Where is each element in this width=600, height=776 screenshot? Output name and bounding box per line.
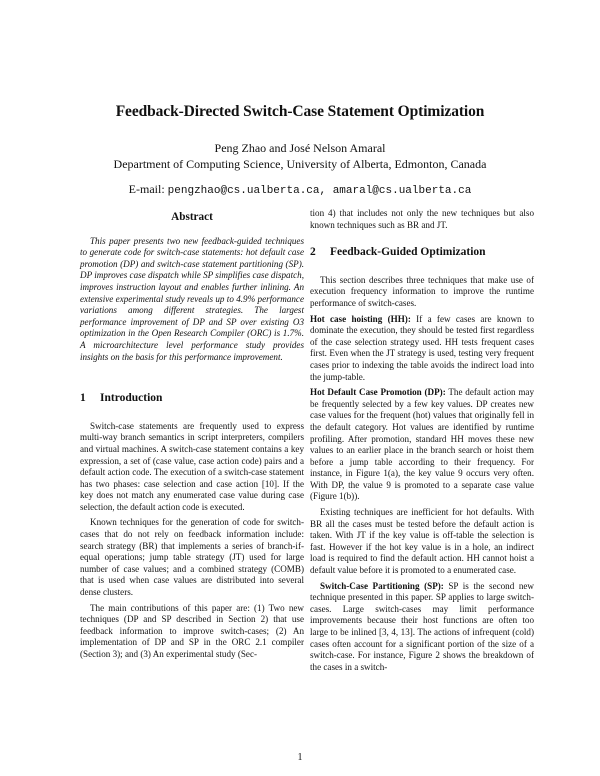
hh-paragraph [310,314,534,384]
paper-title: Feedback-Directed Switch-Case Statement Optimization [115,103,485,120]
hh-text: If a few cases are known to dominate the execution, they should be tested first regardless of the case selection strategy used. HH tests frequent cases first. Even when the JT strategy is used, testing very frequent cases prior to indexing the table avoids the indirect load into the jump-table. [310,313,534,382]
section-2-intro: This section describes three techniques that make use of execution frequency information to improve the runtime performance of switch-cases. [310,274,534,308]
email-addresses: pengzhao@cs.ualberta.ca, amaral@cs.ualberta.ca [167,185,472,197]
abstract-heading: Abstract [171,211,213,223]
intro-paragraph-3: The main contributions of this paper are: (1) Two new techniques (DP and SP described in Section 2) that use feedback information to improve switch-cases; (2) An implementation of DP and SP in the ORC 2.1 compiler (Section 3); and (3) An experimental study (Sec- [80,602,304,659]
section-1-number: 1 [80,392,86,405]
intro-paragraph-1: Switch-case statements are frequently used to express multi-way branch semantics in script interpreters, compilers and virtual machines. A switch-case statement contains a key expression, a set of (case value, case action code) pairs and a default action code. The execution of a switch-case statement has two phases: case selection and case action [10]. If the key does not match any enumerated case value during case selection, the default action code is executed. [80,420,304,512]
paper-authors: Peng Zhao and José Nelson Amaral [214,141,386,155]
abstract-text: This paper presents two new feedback-guided techniques to generate code for switch-case statements: hot default case promotion (DP) and switch-case statement partitioning (SP). DP improves case dispatch while SP simplifies case dispatch, improves instruction layout and enables further inlining. An extensive experimental study reveals up to 4.9% performance variations among different strategies. The largest performance improvement of DP and SP over existing O3 optimization in the Open Research Compiler (ORC) is 1.7%. A microarchitecture level performance study provides insights on the basis for this performance improvement. [80,235,304,362]
sp-paragraph [310,581,534,674]
dp-text: The default action may be frequently selected by a few key values. DP creates new case values for the frequent (hot) values that originally fell in the default category. Hot values are identified by runtime profiling. After promotion, standard HH moves these new values to an earlier place in the branch search or hoist them before a jump table according to their frequency. For instance, in Figure 1(a), the key value 9 occurs very often. With DP, the value 9 is promoted to a separate case value (Figure 1(b)). [310,387,534,502]
page-number: 1 [297,752,303,763]
hh-label: Hot case hoisting (HH): [310,313,411,324]
email-label: E-mail: [128,182,165,196]
dp-paragraph [310,387,534,503]
right-column [310,208,534,677]
intro-paragraph-2: Known techniques for the generation of code for switch-cases that do not rely on feedback information include: search strategy (BR) that implements a series of branch-if-equal operations; jump table strategy (JT) used for large number of case values; and a combined strategy (COMB) that is used when case values are distributed into several dense clusters. [80,517,304,598]
section-1-heading [80,393,304,405]
sp-label: Switch-Case Partitioning (SP): [320,580,444,591]
dp-paragraph-2: Existing techniques are inefficient for hot defaults. With BR all the cases must be tested before the default action is taken. With JT if the key value is off-table the selection is fast. However if the hot key value is in a hole, an indirect load is required to find the default action. HH cannot hoist a default value before it is promoted to a enumerated case. [310,507,534,576]
paper-affiliation: Department of Computing Science, University of Alberta, Edmonton, Canada [113,157,487,171]
section-2-title: Feedback-Guided Optimization [330,246,486,259]
dp-label: Hot Default Case Promotion (DP): [310,387,446,398]
section-2-heading [310,247,534,259]
left-column [80,208,304,665]
section-1-title: Introduction [100,392,163,405]
section-2-number: 2 [310,246,316,259]
intro-continuation: tion 4) that includes not only the new techniques but also known techniques such as BR and JT. [310,208,534,230]
paper-email-line [40,182,560,197]
sp-text: SP is the second new technique presented in this paper. SP applies to large switch-cases. Large switch-cases may limit performance improvements because their host functions are often too large to be inlined [3, 4, 13]. The actions of infrequent (cold) cases often account for a significant portion of the size of a switch-case. For instance, Figure 2 shows the breakdown of the cases in a switch- [310,580,534,672]
